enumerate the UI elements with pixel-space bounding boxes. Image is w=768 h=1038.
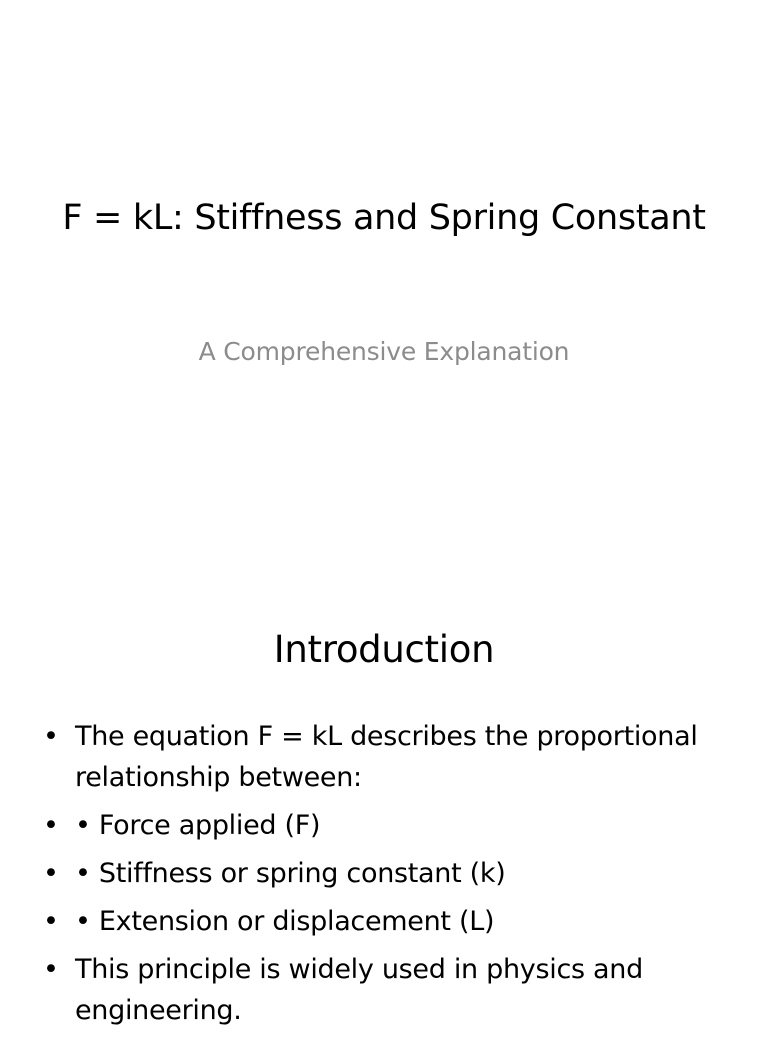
bullet-icon: •	[43, 810, 59, 841]
bullet-text: • Stiffness or spring constant (k)	[75, 858, 506, 889]
introduction-slide	[0, 576, 768, 1024]
list-item	[40, 949, 730, 1031]
bullet-text: • Extension or displacement (L)	[75, 906, 495, 937]
bullet-text: This principle is widely used in physics and engineering.	[75, 954, 643, 1026]
slide-subtitle: A Comprehensive Explanation	[198, 337, 570, 366]
list-item	[40, 805, 730, 846]
list-item	[40, 853, 730, 894]
bullet-icon: •	[43, 858, 59, 889]
section-heading: Introduction	[273, 628, 495, 671]
slide-title: F = kL: Stiffness and Spring Constant	[62, 198, 706, 238]
bullet-icon: •	[43, 954, 59, 985]
bullet-text: • Force applied (F)	[75, 810, 321, 841]
list-item	[40, 901, 730, 942]
bullet-text: The equation F = kL describes the proportional relationship between:	[75, 721, 698, 793]
bullet-icon: •	[43, 721, 59, 752]
list-item	[40, 716, 730, 798]
bullet-list	[40, 716, 730, 1038]
bullet-icon: •	[43, 906, 59, 937]
